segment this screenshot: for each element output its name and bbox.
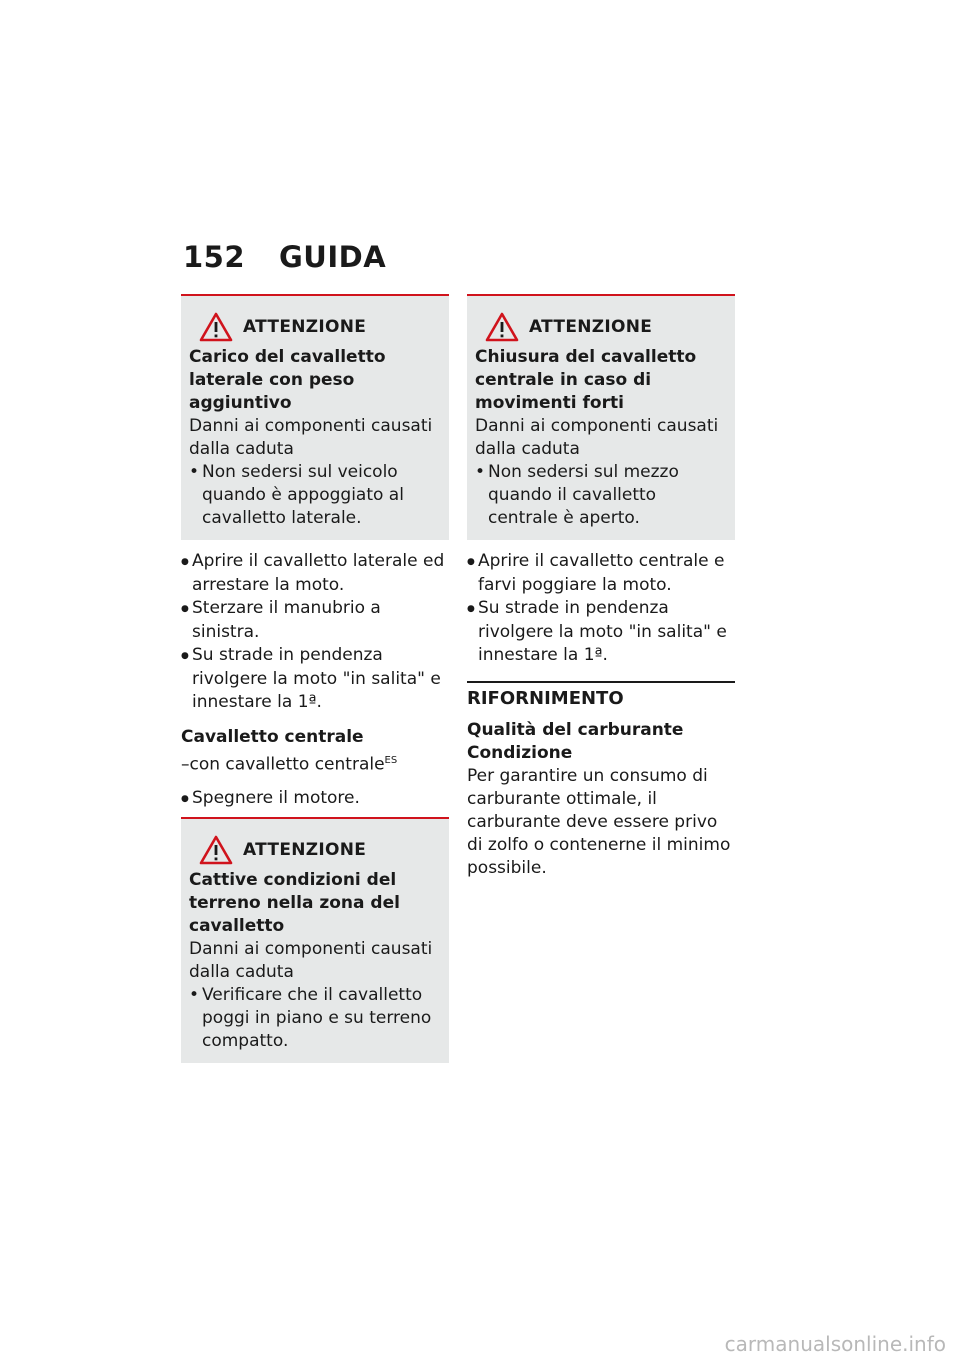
warning-box-side-stand — [181, 294, 449, 540]
warning-consequence: Danni ai componenti causati dalla caduta — [189, 938, 433, 982]
warning-consequence: Danni ai componenti causati dalla caduta — [189, 416, 433, 459]
list-item: ● Sterzare il manubrio a sinistra. — [181, 597, 449, 644]
list-item: ● Su strade in pendenza rivolgere la moto "in salita" e innestare la 1ª. — [181, 644, 449, 714]
warning-header — [485, 310, 727, 344]
list-item: ● Spegnere il motore. — [181, 787, 449, 811]
warning-action: • Non sedersi sul veicolo quando è appoggiato al cavalletto laterale. — [189, 461, 441, 530]
fuel-quality-heading: Qualità del carburante — [467, 720, 684, 740]
list-item: ● Aprire il cavalletto laterale ed arrestare la moto. — [181, 550, 449, 597]
warning-header — [199, 310, 441, 344]
fuel-quality-text: Per garantire un consumo di carburante ottimale, il carburante deve essere privo di zolfo o contenerne il minimo possibile. — [467, 766, 731, 878]
refuel-chapter-heading: RIFORNIMENTO — [467, 681, 735, 711]
warning-action: • Non sedersi sul mezzo quando il cavalletto centrale è aperto. — [475, 461, 727, 530]
option-text: –con cavalletto centrale — [181, 754, 385, 775]
warning-action: • Verificare che il cavalletto poggi in piano e su terreno compatto. — [189, 984, 441, 1053]
page-number: 152 — [183, 240, 246, 274]
chapter-title: GUIDA — [279, 240, 387, 274]
warning-title: ATTENZIONE — [243, 317, 367, 337]
warning-box-ground — [181, 819, 449, 1063]
option-code: ES — [384, 755, 398, 766]
watermark: carmanualsonline.info — [724, 1332, 946, 1356]
center-stand-heading: Cavalletto centrale — [181, 727, 364, 747]
warning-subject: Chiusura del cavalletto centrale in caso di movimenti forti — [475, 347, 697, 413]
warning-title: ATTENZIONE — [529, 317, 653, 337]
warning-triangle-icon — [485, 312, 519, 342]
list-item: ● Aprire il cavalletto centrale e farvi poggiare la moto. — [467, 550, 735, 597]
option-line — [181, 749, 449, 777]
page-header — [183, 240, 386, 274]
warning-header — [199, 833, 441, 867]
list-item: ● Su strade in pendenza rivolgere la moto "in salita" e innestare la 1ª. — [467, 597, 735, 667]
warning-subject: Cattive condizioni del terreno nella zona del cavalletto — [189, 869, 400, 936]
center-stand-steps — [467, 550, 735, 667]
warning-title: ATTENZIONE — [243, 839, 367, 860]
left-column — [181, 294, 449, 1063]
warning-box-center-stand — [467, 294, 735, 540]
warning-triangle-icon — [199, 312, 233, 342]
warning-consequence: Danni ai componenti causati dalla caduta — [475, 416, 719, 459]
condition-label: Condizione — [467, 743, 573, 763]
warning-triangle-icon — [199, 835, 233, 865]
warning-subject: Carico del cavalletto laterale con peso aggiuntivo — [189, 347, 386, 413]
right-column — [467, 294, 735, 880]
side-stand-steps — [181, 550, 449, 714]
